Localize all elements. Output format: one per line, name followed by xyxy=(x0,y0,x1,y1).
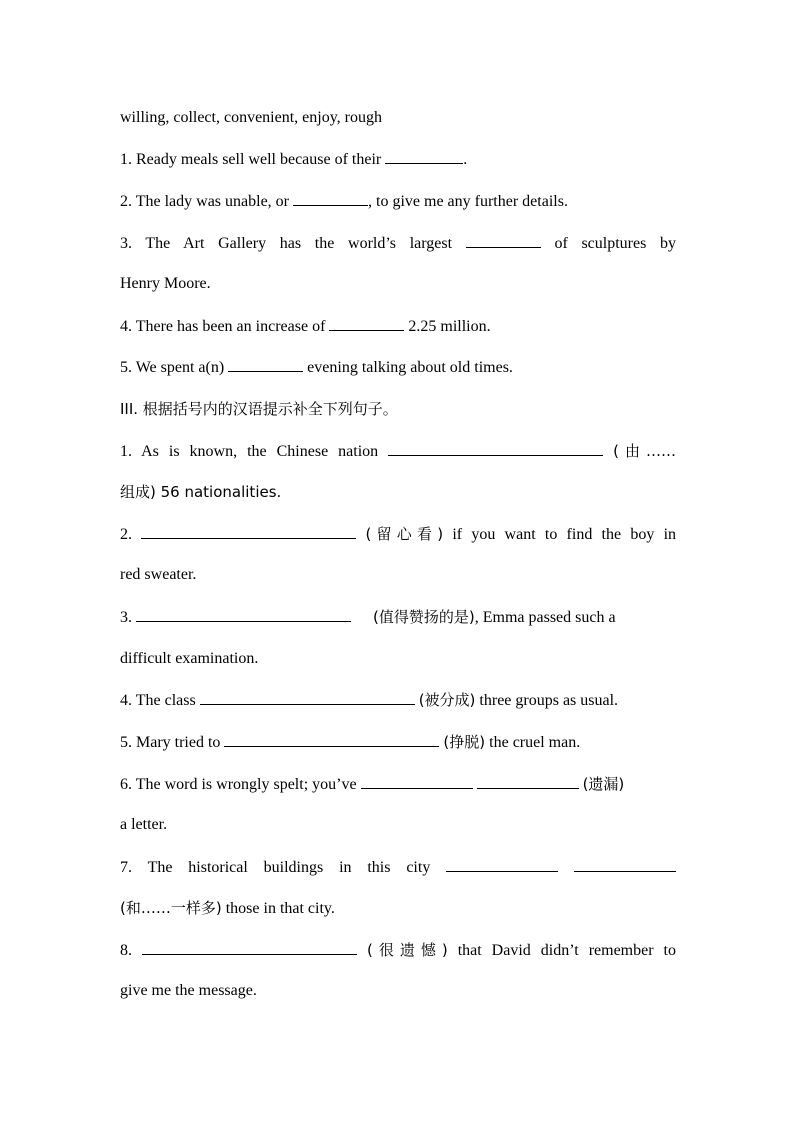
item-number: 1. xyxy=(120,443,132,460)
item-number: 6. xyxy=(120,776,132,793)
part3-item-8-continued xyxy=(120,981,676,1001)
item-text: if you want to find the boy in xyxy=(452,526,677,543)
answer-blank[interactable] xyxy=(200,690,415,705)
hint-text: (值得赞扬的是) xyxy=(373,608,475,626)
answer-blank[interactable] xyxy=(142,940,357,955)
hint-text: (挣脱) xyxy=(443,733,486,751)
answer-blank[interactable] xyxy=(388,441,603,456)
item-text: three groups as usual. xyxy=(479,692,619,709)
hint-text: (和……一样多) xyxy=(120,899,222,917)
item-text: The historical buildings in this city xyxy=(147,859,431,876)
part2-item-3-continued xyxy=(120,274,676,294)
answer-blank[interactable] xyxy=(446,857,558,872)
item-number: 7. xyxy=(120,859,132,876)
item-text: . xyxy=(463,151,468,168)
item-text: of sculptures by xyxy=(554,235,677,252)
answer-blank[interactable] xyxy=(293,191,368,206)
answer-blank[interactable] xyxy=(361,774,473,789)
item-text: give me the message. xyxy=(120,982,257,999)
item-number: 2. xyxy=(120,193,132,210)
hint-text: (被分成) xyxy=(418,691,476,709)
part3-item-2-continued xyxy=(120,565,676,585)
hint-text: (遗漏) xyxy=(582,775,625,793)
item-text: We spent a(n) xyxy=(135,359,225,376)
answer-blank[interactable] xyxy=(466,233,541,248)
item-text: Henry Moore. xyxy=(120,275,211,292)
part3-item-7-continued xyxy=(120,898,676,918)
hint-text: (很遗憾) xyxy=(367,941,448,959)
item-number: 4. xyxy=(120,692,132,709)
item-text: evening talking about old times. xyxy=(307,359,513,376)
answer-blank[interactable] xyxy=(329,316,404,331)
item-number: 5. xyxy=(120,734,132,751)
item-text: Mary tried to xyxy=(136,734,221,751)
item-text: The lady was unable, or xyxy=(135,193,289,210)
item-text: Ready meals sell well because of their xyxy=(136,151,382,168)
item-number: 3. xyxy=(120,235,132,252)
part3-item-4 xyxy=(120,690,676,710)
item-number: 4. xyxy=(120,318,132,335)
hint-text: (由…… xyxy=(613,442,677,460)
word-bank xyxy=(120,108,676,128)
item-text: There has been an increase of xyxy=(135,318,326,335)
part3-item-1-continued xyxy=(120,482,676,502)
part2-item-4 xyxy=(120,316,676,336)
item-text: difficult examination. xyxy=(120,650,259,667)
part3-item-7 xyxy=(120,857,676,877)
part3-item-1 xyxy=(120,441,676,461)
item-text: 组成) 56 nationalities. xyxy=(120,483,282,501)
item-text: , Emma passed such a xyxy=(474,609,616,626)
item-text: red sweater. xyxy=(120,566,197,583)
part3-item-2 xyxy=(120,524,676,544)
item-text: the cruel man. xyxy=(489,734,581,751)
item-text: , to give me any further details. xyxy=(368,193,568,210)
section-heading-text: III. 根据括号内的汉语提示补全下列句子。 xyxy=(120,400,398,418)
item-text: that David didn’t remember to xyxy=(457,942,676,959)
item-text: those in that city. xyxy=(225,900,335,917)
item-text: The Art Gallery has the world’s largest xyxy=(145,235,453,252)
hint-text: (留心看) xyxy=(365,525,444,543)
answer-blank[interactable] xyxy=(141,524,356,539)
item-number: 3. xyxy=(120,609,132,626)
item-number: 8. xyxy=(120,942,132,959)
answer-blank[interactable] xyxy=(224,732,439,747)
answer-blank[interactable] xyxy=(574,857,676,872)
part3-item-6 xyxy=(120,774,676,794)
answer-blank[interactable] xyxy=(228,357,303,372)
part2-item-2 xyxy=(120,191,676,211)
answer-blank[interactable] xyxy=(136,607,351,622)
part3-item-6-continued xyxy=(120,815,676,835)
item-number: 5. xyxy=(120,359,132,376)
item-text: a letter. xyxy=(120,816,168,833)
part2-item-3 xyxy=(120,233,676,253)
part3-item-3 xyxy=(120,607,676,627)
part3-item-5 xyxy=(120,732,676,752)
part2-item-5 xyxy=(120,357,676,377)
word-bank-text: willing, collect, convenient, enjoy, rough xyxy=(120,109,383,126)
answer-blank[interactable] xyxy=(477,774,579,789)
item-number: 2. xyxy=(120,526,132,543)
item-text: The word is wrongly spelt; you’ve xyxy=(135,776,357,793)
item-text: As is known, the Chinese nation xyxy=(141,443,379,460)
item-text: 2.25 million. xyxy=(408,318,491,335)
part2-item-1 xyxy=(120,149,676,169)
answer-blank[interactable] xyxy=(385,149,463,164)
part3-item-8 xyxy=(120,940,676,960)
item-number: 1. xyxy=(120,151,132,168)
part3-item-3-continued xyxy=(120,649,676,669)
item-text: The class xyxy=(135,692,196,709)
section-heading xyxy=(120,399,676,419)
